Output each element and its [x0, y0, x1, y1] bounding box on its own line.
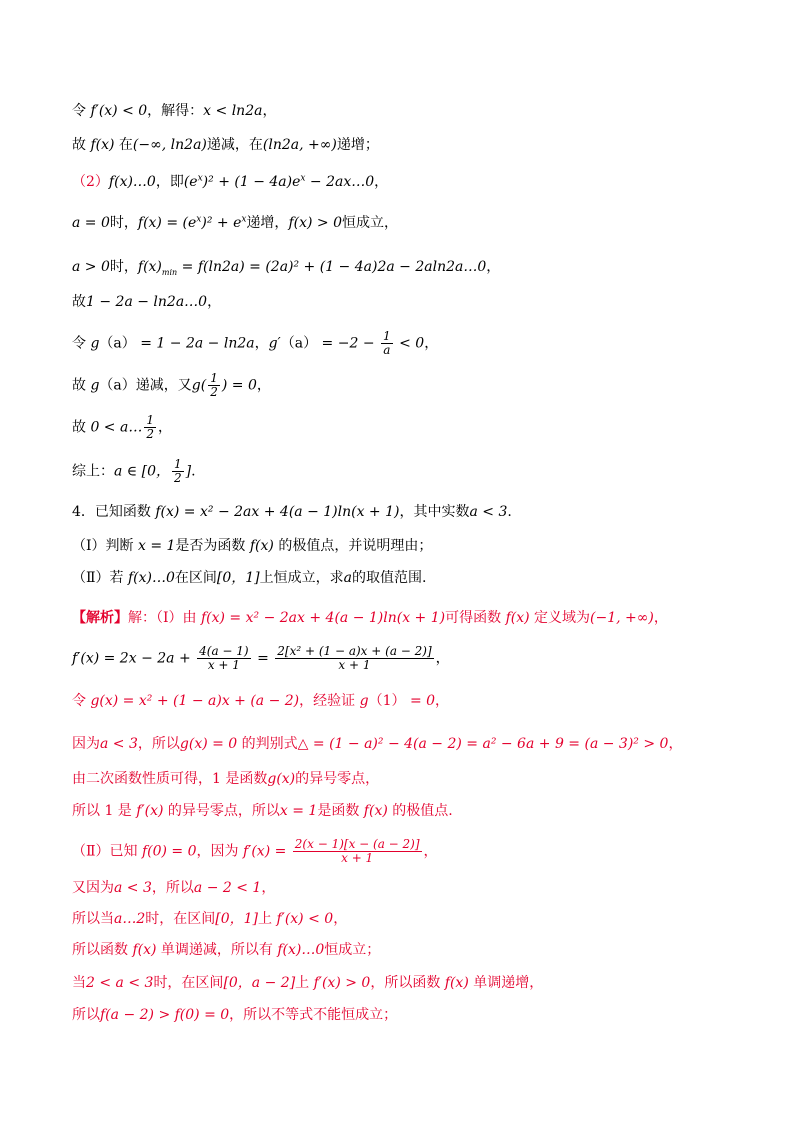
math: f(x) [505, 610, 530, 626]
text: 所以 [72, 1007, 100, 1023]
line-18 [72, 770, 732, 788]
text: 单调递减，所以有 [156, 942, 278, 958]
text: 上 [258, 911, 277, 927]
text: ，即 [155, 174, 184, 190]
text: ， [435, 693, 450, 709]
fraction [172, 458, 184, 485]
line-3 [72, 173, 732, 191]
math: g( [191, 377, 207, 394]
text: （Ⅱ）若 [72, 570, 128, 586]
math: )² + e [201, 215, 242, 231]
math: x = 1 [137, 538, 176, 554]
text: ， [157, 419, 172, 436]
text: 恒成立； [324, 942, 381, 958]
math: a = 0 [72, 215, 110, 231]
text: ， [424, 335, 439, 352]
fraction-denominator: a [383, 343, 391, 357]
fraction-numerator: 2(x − 1)[x − (a − 2)] [294, 837, 420, 851]
math: ) = 0 [221, 377, 257, 394]
line-1 [72, 102, 732, 120]
fraction-numerator: 1 [173, 457, 182, 471]
line-20 [72, 838, 732, 865]
math: (−1, +∞) [590, 610, 654, 626]
math: 1 − 2a − ln2a…0 [86, 294, 208, 310]
math: f(x) [137, 259, 162, 275]
text: （a）递减，又 [99, 377, 192, 394]
math: f(x) [90, 137, 115, 153]
line-14-solution-start [72, 609, 732, 627]
text: 恒成立， [341, 215, 398, 231]
fraction-denominator: 2 [210, 385, 218, 399]
text: 在 [114, 137, 133, 153]
text: . [507, 504, 512, 520]
fraction [381, 330, 393, 357]
text: 的判别式 [237, 736, 298, 752]
line-5 [72, 258, 732, 276]
math: = 1 − 2a − ln2a [135, 335, 255, 352]
text: 定义域为 [529, 610, 591, 626]
text: （1） [368, 693, 406, 709]
line-13 [72, 569, 732, 587]
text: 令 [72, 693, 91, 709]
text: ， [423, 843, 438, 860]
subscript: min [161, 267, 178, 277]
math: g(x) [267, 771, 296, 787]
line-11-problem-4 [72, 503, 732, 521]
math: △ = (1 − a)² − 4(a − 2) = a² − 6a + 9 = (a − 3)² > 0 [297, 736, 669, 752]
math: x = 1 [279, 803, 318, 819]
math: f(x) > 0 [288, 215, 342, 231]
math: f(x) [444, 975, 469, 991]
text: 可得函数 [445, 610, 506, 626]
math: g [90, 335, 100, 352]
math: g [359, 693, 369, 709]
fraction-numerator: 4(a − 1) [199, 644, 249, 658]
text: 由二次函数性质可得，1 是函数 [72, 771, 268, 787]
text: ， [256, 377, 271, 394]
fraction [275, 645, 433, 672]
math: f(x) [132, 942, 157, 958]
math: = 0 [405, 693, 436, 709]
text: 上恒成立，求 [259, 570, 344, 586]
math: a…2 [114, 911, 146, 927]
math: [0，1] [216, 570, 260, 586]
fraction-numerator: 1 [210, 371, 218, 385]
line-19 [72, 802, 732, 820]
fraction [197, 645, 250, 672]
math: ] [185, 463, 192, 480]
text: 解：（Ⅰ）由 [128, 610, 201, 626]
math: f(x)…0 [127, 570, 175, 586]
text: 递增， [246, 215, 289, 231]
line-10 [72, 458, 732, 485]
math: )² + (1 − 4a)e [202, 174, 301, 190]
text: 令 [72, 103, 91, 119]
text: ，所以 [137, 736, 180, 752]
line-21 [72, 879, 732, 897]
math: = −2 − [317, 335, 379, 352]
text: （Ⅰ）判断 [72, 538, 138, 554]
math: g′ [268, 335, 281, 352]
math: = [252, 650, 274, 667]
math: a − 2 < 1 [193, 880, 262, 896]
text: ， [261, 880, 276, 896]
math: g(x) = 0 [179, 736, 238, 752]
math: [0，a − 2] [223, 975, 296, 991]
fraction-denominator: 2 [146, 427, 154, 441]
fraction [208, 372, 220, 399]
text: ， [333, 911, 348, 927]
fraction-numerator: 1 [146, 413, 154, 427]
line-25 [72, 1006, 732, 1024]
math: f(x) = (e [137, 215, 197, 231]
text: 当 [72, 975, 86, 991]
text: 因为 [72, 736, 100, 752]
math: (−∞, ln2a) [132, 137, 207, 153]
math: f′(x) < 0 [276, 911, 334, 927]
text: ，所以不等式不能恒成立； [229, 1007, 398, 1023]
fraction-denominator: x + 1 [341, 851, 374, 865]
analysis-tag: 【解析】 [72, 610, 128, 626]
math: a [343, 570, 352, 586]
math: g [90, 377, 100, 394]
text: 的取值范围. [352, 570, 427, 586]
line-2 [72, 136, 732, 154]
fraction [144, 414, 156, 441]
math: (e [183, 174, 198, 190]
math: = f(ln2a) = (2a)² + (1 − 4a)2a − 2aln2a…0 [177, 259, 487, 275]
text: 单调递增， [468, 975, 544, 991]
math: a ∈ [0， [114, 463, 170, 480]
text: . [191, 463, 196, 480]
math: [0，1] [215, 911, 259, 927]
line-23 [72, 941, 732, 959]
math: − 2ax…0 [305, 174, 375, 190]
text: 故 [72, 137, 91, 153]
text: 上 [295, 975, 314, 991]
text: 的异号零点，所以 [163, 803, 280, 819]
math: g(x) = x² + (1 − a)x + (a − 2) [90, 693, 300, 709]
text: ， [668, 736, 683, 752]
text: 递减，在 [206, 137, 263, 153]
fraction-numerator: 1 [383, 329, 391, 343]
math: f′(x) > 0 [313, 975, 371, 991]
text: ，因为 [196, 843, 243, 860]
fraction-denominator: x + 1 [338, 658, 371, 672]
fraction-numerator: 2[x² + (1 − a)x + (a − 2)] [277, 644, 432, 658]
math: x < ln2a [203, 103, 263, 119]
text: （2） [72, 174, 109, 190]
line-17 [72, 735, 732, 753]
text: 时， [109, 215, 138, 231]
math: f′(x) [136, 803, 164, 819]
line-24 [72, 974, 732, 992]
text: 故 [72, 294, 86, 310]
math: < 0 [394, 335, 425, 352]
math: 0 < a… [90, 419, 143, 436]
text: ，所以函数 [370, 975, 445, 991]
math: f(0) = 0 [141, 843, 197, 860]
text: 故 [72, 377, 91, 394]
math: f′(x) = [242, 843, 291, 860]
math: a > 0 [72, 259, 110, 275]
text: ， [486, 259, 501, 275]
text: ，解得： [147, 103, 204, 119]
math: f′(x) < 0 [90, 103, 148, 119]
math: f(x) [249, 538, 274, 554]
math: f(x) = x² − 2ax + 4(a − 1)ln(x + 1) [200, 610, 446, 626]
line-22 [72, 910, 732, 928]
superscript: x [241, 214, 247, 225]
text: ， [254, 335, 269, 352]
text: 的极值点. [387, 803, 453, 819]
text: ，所以 [151, 880, 194, 896]
line-6 [72, 293, 732, 311]
text: ， [207, 294, 222, 310]
text: 故 [72, 419, 91, 436]
fraction [293, 838, 422, 865]
superscript: x [196, 214, 202, 225]
fraction-denominator: 2 [173, 471, 182, 485]
superscript: x [197, 173, 203, 184]
text: 递增； [336, 137, 379, 153]
math: a < 3 [114, 880, 152, 896]
text: ，其中实数 [399, 504, 470, 520]
math: f(a − 2) > f(0) = 0 [100, 1007, 230, 1023]
math: f(x)…0 [277, 942, 325, 958]
math: a < 3 [469, 504, 508, 520]
text: 时，在区间 [153, 975, 224, 991]
text: 所以函数 [72, 942, 133, 958]
math: f(x)…0 [108, 174, 156, 190]
text: ，经验证 [299, 693, 360, 709]
superscript: x [300, 173, 306, 184]
text: 的异号零点， [295, 771, 380, 787]
line-9 [72, 414, 732, 441]
text: 时，在区间 [145, 911, 216, 927]
text: 时， [109, 259, 138, 275]
math: f(x) [363, 803, 388, 819]
text: 令 [72, 335, 91, 352]
text: ， [653, 610, 668, 626]
text: 在区间 [174, 570, 217, 586]
text: （a） [280, 335, 318, 352]
text: 是否为函数 [175, 538, 250, 554]
line-8 [72, 372, 732, 399]
text: ， [435, 650, 450, 667]
math: f′(x) = 2x − 2a + [72, 650, 196, 667]
line-7 [72, 330, 732, 357]
text: 的极值点，并说明理由； [273, 538, 433, 554]
text: ， [374, 174, 389, 190]
text: 所以当 [72, 911, 114, 927]
text: 是函数 [317, 803, 364, 819]
line-12 [72, 537, 732, 555]
line-4 [72, 214, 732, 232]
text: （Ⅱ）已知 [72, 843, 142, 860]
math: 2 < a < 3 [86, 975, 154, 991]
line-15 [72, 645, 732, 672]
text: （a） [99, 335, 136, 352]
text: 又因为 [72, 880, 114, 896]
math: a < 3 [100, 736, 138, 752]
text: ， [262, 103, 277, 119]
math: (ln2a, +∞) [262, 137, 337, 153]
fraction-denominator: x + 1 [207, 658, 240, 672]
line-16 [72, 692, 732, 710]
text: 所以 1 是 [72, 803, 137, 819]
text: 4．已知函数 [72, 504, 156, 520]
math: f(x) = x² − 2ax + 4(a − 1)ln(x + 1) [155, 504, 400, 520]
text: 综上： [72, 463, 114, 480]
